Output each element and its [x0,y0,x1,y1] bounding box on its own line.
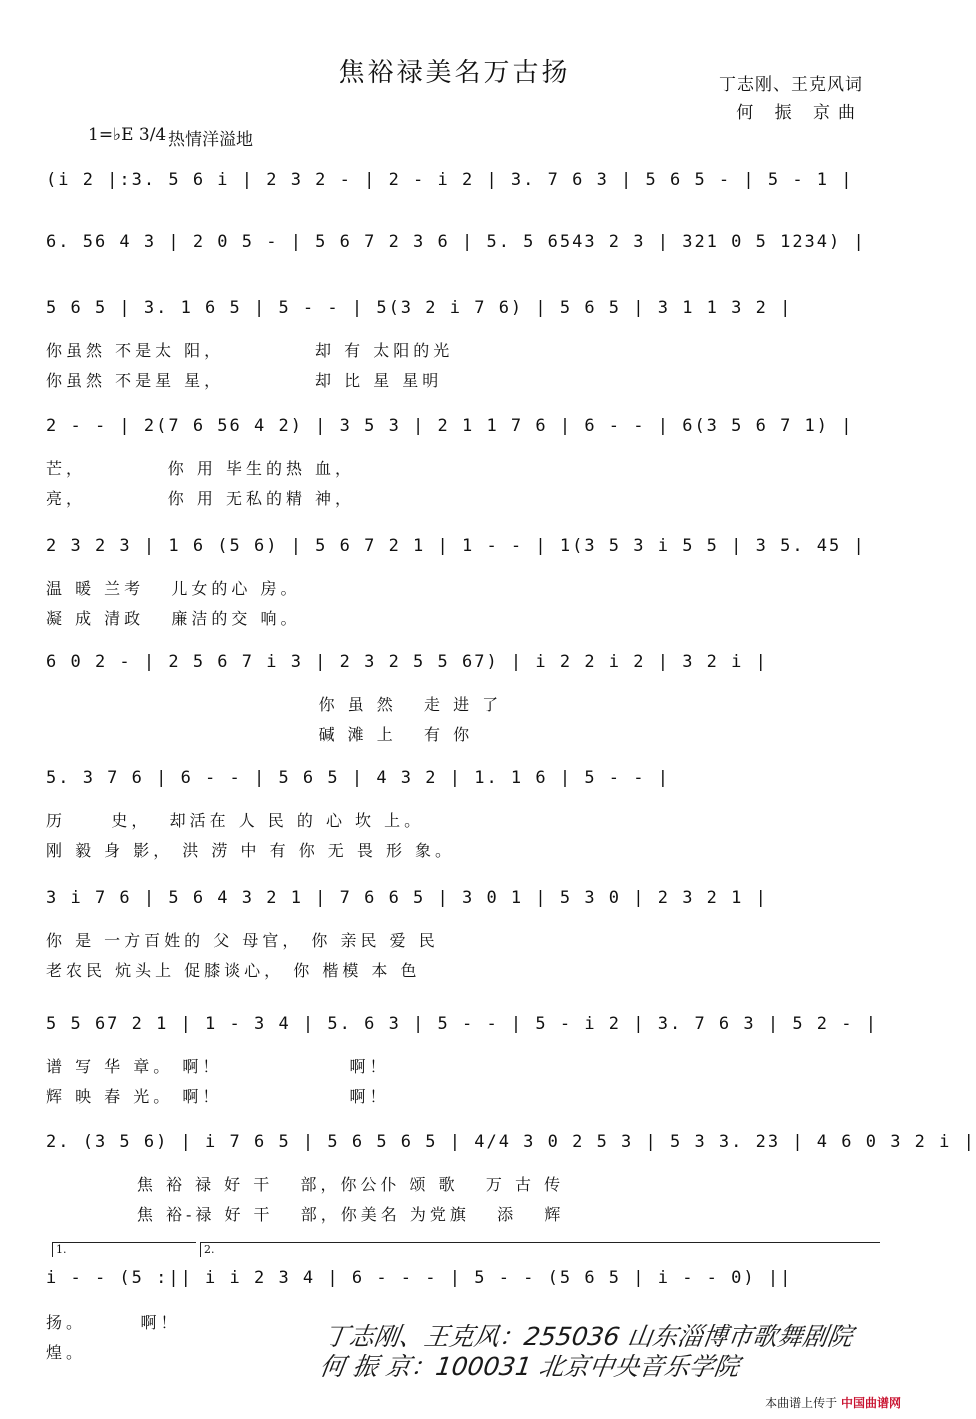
watermark-brand: 中国曲谱网 [840,1396,901,1410]
notation-line: 2 - - | 2(7 6 56 4 2) | 3 5 3 | 2 1 1 7 6 | 6 - - | 6(3 5 6 7 1) | [46,416,854,436]
notation-line: 6 0 2 - | 2 5 6 7 i 3 | 2 3 2 5 5 67) | i 2 2 i 2 | 3 2 i | [46,652,768,672]
page-title: 焦裕禄美名万古扬 [338,58,571,88]
notation-line: 3 i 7 6 | 5 6 4 3 2 1 | 7 6 6 5 | 3 0 1 | 5 3 0 | 2 3 2 1 | [46,888,768,908]
lyric-line: 老农民 炕头上 促膝谈心， 你 楷模 本 色 [46,961,421,980]
lyric-line: 你 虽 然 走 进 了 [46,695,503,714]
key-signature: 1=♭E 3/4 [88,125,167,145]
signature-line: 何 振 京：100031 北京中央音乐学院 [317,1352,742,1381]
notation-line: 2. (3 5 6) | i 7 6 5 | 5 6 5 6 5 | 4/4 3 0 2 5 3 | 5 3 3. 23 | 4 6 0 3 2 i | [46,1132,976,1152]
volta-bracket: 2. [200,1242,880,1257]
notation-line: 2 3 2 3 | 1 6 (5 6) | 5 6 7 2 1 | 1 - - | 1(3 5 3 i 5 5 | 3 5. 45 | [46,536,866,556]
handwritten-signature [318,1322,886,1382]
tempo-marking: 热情洋溢地 [168,130,253,150]
notation-line: 6. 56 4 3 | 2 0 5 - | 5 6 7 2 3 6 | 5. 5 6543 2 3 | 321 0 5 1234) | [46,232,866,252]
notation-line: 5. 3 7 6 | 6 - - | 5 6 5 | 4 3 2 | 1. 1 6 | 5 - - | [46,768,670,788]
lyric-line: 焦 裕 禄 好 干 部，你公仆 颂 歌 万 古 传 [46,1175,565,1194]
lyric-line: 温 暖 兰考 儿女的心 房。 [46,579,301,598]
volta-bracket: 1. [52,1242,196,1257]
lyric-line: 你 是 一方百姓的 父 母官， 你 亲民 爱 民 [46,931,439,950]
notation-line: i - - (5 :|| i i 2 3 4 | 6 - - - | 5 - - (5 6 5 | i - - 0) || [46,1268,793,1288]
lyric-line: 历 史， 却活在 人 民 的 心 坎 上。 [46,811,425,830]
lyricist-credit: 丁志刚、王克风词 [719,75,863,95]
notation-line: (i 2 |:3. 5 6 i | 2 3 2 - | 2 - i 2 | 3. 7 6 3 | 5 6 5 - | 5 - 1 | [46,170,854,190]
lyric-line: 谱 写 华 章。 啊！ 啊！ [46,1057,390,1076]
watermark-prefix: 本曲谱上传于 [765,1396,838,1410]
signature-line: 丁志刚、王克风：255036 山东淄博市歌舞剧院 [322,1322,855,1351]
lyric-line: 你虽然 不是星 星， 却 比 星 星明 [46,371,443,390]
notation-line: 5 5 67 2 1 | 1 - 3 4 | 5. 6 3 | 5 - - | 5 - i 2 | 3. 7 6 3 | 5 2 - | [46,1014,878,1034]
lyric-line: 刚 毅 身 影， 洪 涝 中 有 你 无 畏 形 象。 [46,841,456,860]
notation-line: 5 6 5 | 3. 1 6 5 | 5 - - | 5(3 2 i 7 6) | 5 6 5 | 3 1 1 3 2 | [46,298,793,318]
lyric-line: 凝 成 清政 廉洁的交 响。 [46,609,301,628]
lyric-line: 焦 裕-禄 好 干 部，你美名 为党旗 添 辉 [46,1205,565,1224]
lyric-line: 芒， 你 用 毕生的热 血， [46,459,356,478]
lyric-line: 碱 滩 上 有 你 [46,725,474,744]
lyric-line: 你虽然 不是太 阳， 却 有 太阳的光 [46,341,454,360]
lyric-line: 扬。 啊！ [46,1313,181,1332]
lyric-line: 辉 映 春 光。 啊！ 啊！ [46,1087,390,1106]
upload-watermark [765,1394,901,1411]
lyric-line: 煌。 [46,1343,87,1362]
lyric-line: 亮， 你 用 无私的精 神， [46,489,356,508]
composer-credit: 何 振 京曲 [736,103,863,123]
